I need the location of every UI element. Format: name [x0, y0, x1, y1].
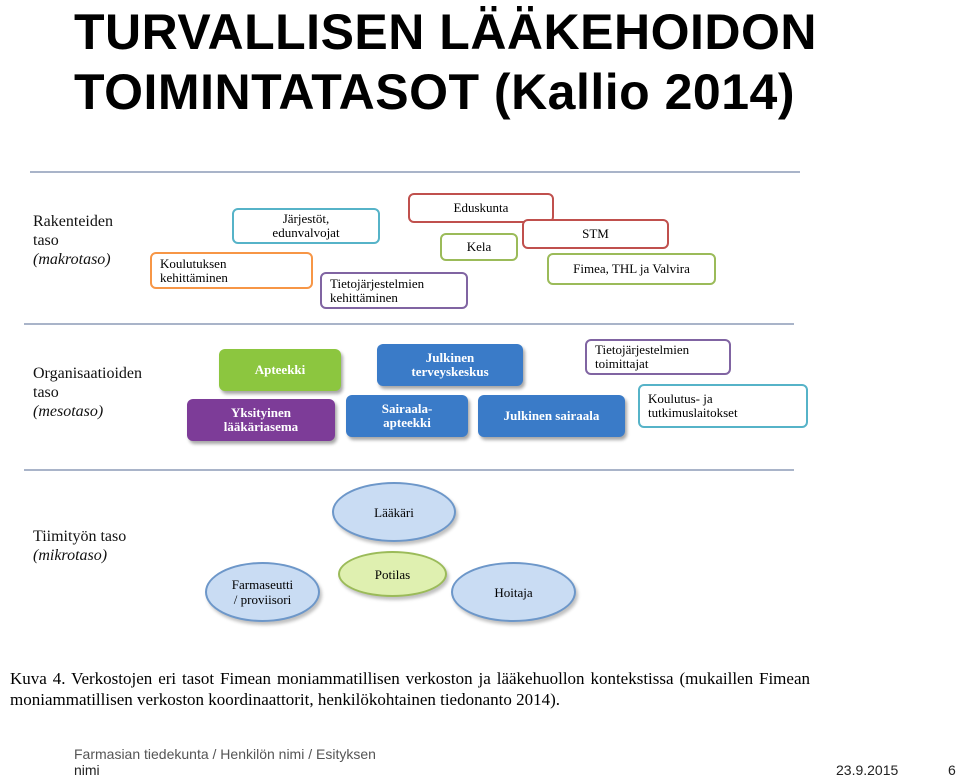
level-label-macro [33, 212, 113, 269]
level-macro-name-line-2: taso [33, 232, 59, 249]
box-eduskunta-label: Eduskunta [453, 200, 509, 215]
node-laakari-label: Lääkäri [374, 504, 414, 520]
box-tietojarjestelmien-kehittaminen-label: Tietojärjestelmien kehittäminen [330, 275, 425, 305]
level-divider-top [30, 171, 800, 173]
box-sairaala-apteekki [346, 395, 468, 437]
footer-page-number: 6 [948, 762, 956, 778]
box-jarjestot [232, 208, 380, 244]
box-koulutuksen-kehittaminen [150, 252, 313, 289]
box-stm-label: STM [582, 226, 609, 241]
footer-date: 23.9.2015 [836, 762, 899, 778]
node-hoitaja-label: Hoitaja [494, 584, 533, 600]
level-divider-meso-micro [24, 469, 794, 471]
level-label-micro [33, 527, 126, 565]
level-meso-name-line-2: taso [33, 384, 59, 401]
slide-title-line-2: TOIMINTATASOT (Kallio 2014) [74, 64, 795, 120]
footer-organization-line-1: Farmasian tiedekunta / Henkilön nimi / Esityksen [74, 746, 376, 762]
box-tietojarjestelmien-toimittajat [585, 339, 731, 375]
level-label-meso [33, 364, 142, 421]
level-meso-name-line-1: Organisaatioiden [33, 365, 143, 382]
box-kela-label: Kela [466, 239, 492, 254]
slide-title [74, 2, 817, 122]
box-apteekki-label: Apteekki [254, 362, 306, 377]
box-stm [522, 219, 669, 249]
box-fimea-thl-valvira [547, 253, 716, 285]
node-hoitaja [451, 562, 576, 622]
box-koulutuksen-kehittaminen-label: Koulutuksen kehittäminen [160, 255, 228, 285]
node-laakari [332, 482, 456, 542]
box-kela [440, 233, 518, 261]
box-julkinen-sairaala-label: Julkinen sairaala [503, 408, 600, 423]
box-julkinen-terveyskeskus-label: Julkinen terveyskeskus [411, 350, 489, 379]
box-tietojarjestelmien-toimittajat-label: Tietojärjestelmien toimittajat [595, 342, 690, 371]
box-yksityinen-laakariasema-label: Yksityinen lääkäriasema [223, 405, 299, 434]
box-julkinen-sairaala [478, 395, 625, 437]
box-sairaala-apteekki-label: Sairaala- apteekki [381, 401, 433, 430]
box-julkinen-terveyskeskus [377, 344, 523, 386]
figure-caption: Kuva 4. Verkostojen eri tasot Fimean moniammatillisen verkoston ja lääkehuollon kontekstissa (mukaillen Fimean moniammatillisen verkoston koordinaattorit, henkilökohtainen tiedonanto 2014). [10, 669, 810, 709]
node-potilas [338, 551, 447, 597]
box-yksityinen-laakariasema [187, 399, 335, 441]
node-farmaseutti [205, 562, 320, 622]
level-divider-macro-meso [24, 323, 794, 325]
level-macro-sub: (makrotaso) [33, 251, 111, 268]
level-micro-sub: (mikrotaso) [33, 547, 108, 564]
level-micro-name-line-1: Tiimityön taso [33, 528, 127, 545]
footer-organization-line-2: nimi [74, 762, 100, 778]
box-apteekki [219, 349, 341, 391]
level-meso-sub: (mesotaso) [33, 403, 104, 420]
node-potilas-label: Potilas [374, 566, 411, 582]
box-tietojarjestelmien-kehittaminen [320, 272, 468, 309]
box-fimea-thl-valvira-label: Fimea, THL ja Valvira [573, 261, 690, 276]
node-farmaseutti-label: Farmaseutti / proviisori [231, 577, 294, 607]
box-jarjestot-label: Järjestöt, edunvalvojat [272, 211, 340, 240]
box-koulutus-tutkimuslaitokset [638, 384, 808, 428]
slide-title-line-1: TURVALLISEN LÄÄKEHOIDON [74, 4, 817, 60]
level-macro-name-line-1: Rakenteiden [33, 213, 113, 230]
box-koulutus-tutkimuslaitokset-label: Koulutus- ja tutkimuslaitokset [648, 391, 738, 420]
